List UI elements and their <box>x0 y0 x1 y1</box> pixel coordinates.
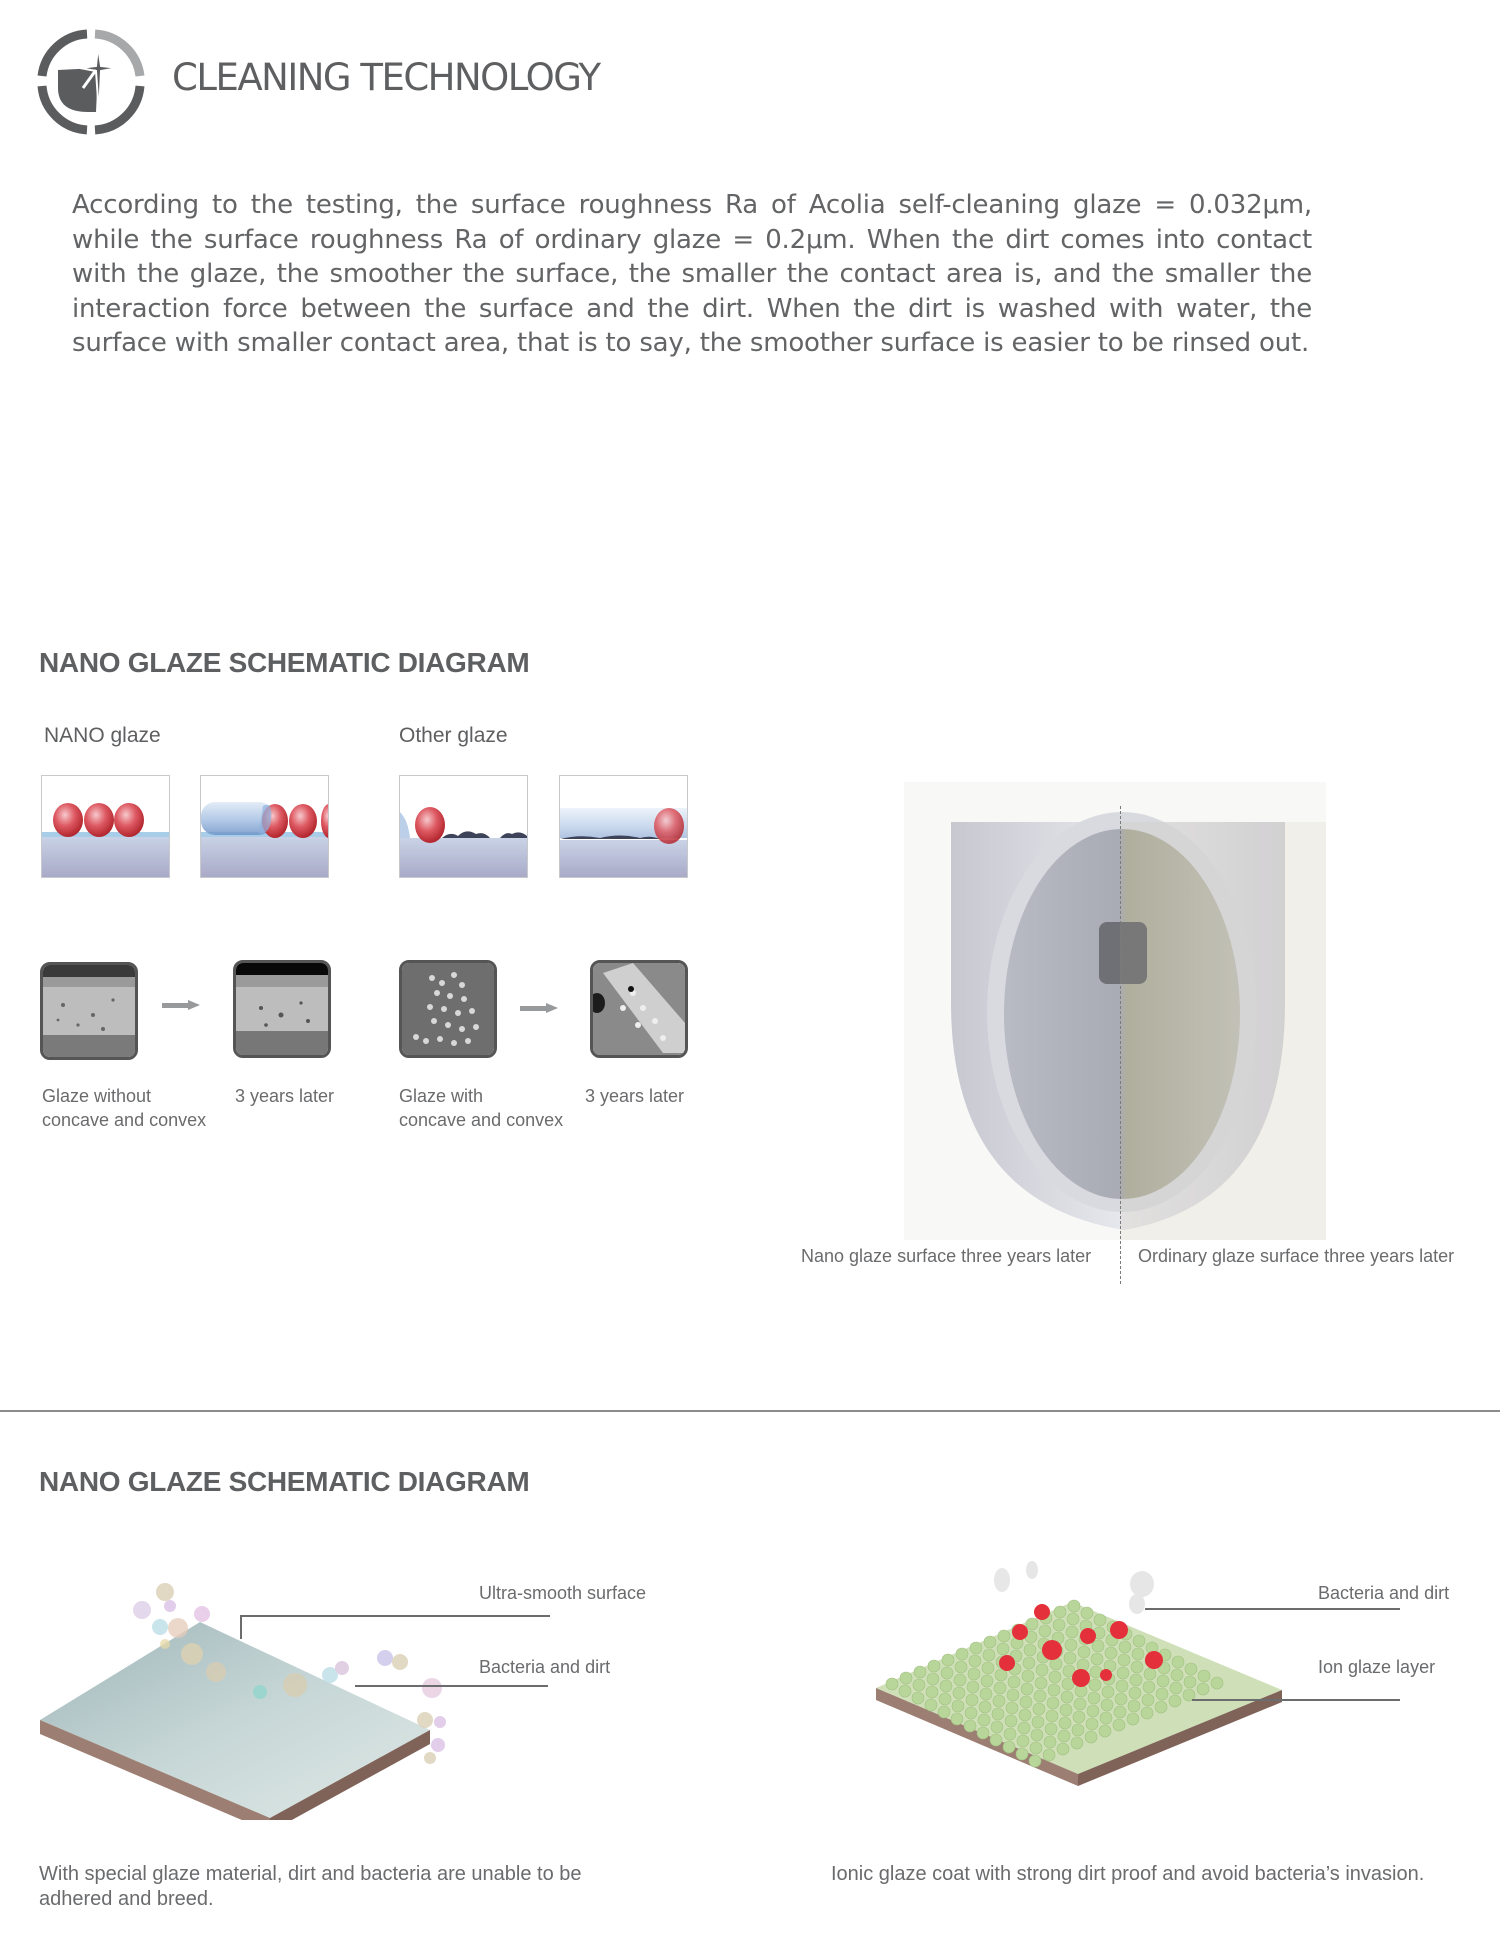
ion-particle <box>980 1688 992 1700</box>
ion-particle <box>969 1655 981 1667</box>
ion-particle <box>965 1707 977 1719</box>
other-glaze-rinse-image <box>559 775 688 878</box>
caption-glaze-with <box>399 1084 563 1132</box>
ion-particle <box>1184 1676 1196 1688</box>
ion-particle <box>1006 1702 1018 1714</box>
caption-line: Glaze with <box>399 1086 484 1106</box>
ion-particle <box>1094 1614 1106 1626</box>
ion-particle <box>1023 1657 1035 1669</box>
smooth-surface-caption: With special glaze material, dirt and bacteria are unable to be adhered and breed. <box>39 1863 582 1910</box>
ion-particle <box>942 1654 954 1666</box>
ion-particle <box>1077 1659 1089 1671</box>
ion-particle <box>900 1672 912 1684</box>
ion-particle <box>1130 1674 1142 1686</box>
ion-particle <box>914 1666 926 1678</box>
caption-3-years-later: 3 years later <box>235 1086 335 1106</box>
ion-particle <box>1141 1707 1153 1719</box>
ion-particle <box>1054 1606 1066 1618</box>
arrow-right-icon <box>162 1000 200 1010</box>
ion-particle <box>982 1662 994 1674</box>
ion-particle <box>1144 1668 1156 1680</box>
ion-particle <box>1081 1607 1093 1619</box>
ion-particle <box>984 1636 996 1648</box>
ion-particle <box>1099 1725 1111 1737</box>
ion-particle <box>1026 1618 1038 1630</box>
comparison-divider-line <box>1120 806 1121 1284</box>
ion-particle <box>1017 1735 1029 1747</box>
ion-particle <box>955 1661 967 1673</box>
ion-particle <box>1170 1682 1182 1694</box>
ion-glaze-layer-label: Ion glaze layer <box>1318 1657 1436 1677</box>
caption-glaze-without <box>42 1084 206 1132</box>
ion-particle <box>1116 1680 1128 1692</box>
glaze-without-concave-micro-image <box>40 962 138 1060</box>
ion-particle <box>1132 1648 1144 1660</box>
ion-particle <box>1065 1639 1077 1651</box>
ion-particle <box>1059 1717 1071 1729</box>
ion-particle <box>978 1714 990 1726</box>
ultra-smooth-label-line <box>240 1615 550 1617</box>
ion-particle <box>964 1720 976 1732</box>
ion-particle <box>940 1680 952 1692</box>
ultra-smooth-surface-label: Ultra-smooth surface <box>479 1583 647 1603</box>
ion-particle <box>966 1694 978 1706</box>
ion-particle <box>1022 1670 1034 1682</box>
ion-particle <box>1127 1713 1139 1725</box>
caption-line: concave and convex <box>42 1110 207 1130</box>
ion-particle <box>1016 1748 1028 1760</box>
ion-particle <box>1034 1690 1046 1702</box>
ion-particle <box>997 1643 1009 1655</box>
ion-particle <box>1049 1671 1061 1683</box>
ion-particle <box>1100 1712 1112 1724</box>
ion-particle <box>1157 1675 1169 1687</box>
ion-particle <box>977 1727 989 1739</box>
ion-particle <box>1119 1641 1131 1653</box>
ion-particle <box>1071 1737 1083 1749</box>
glaze-without-concave-3yrs-micro-image <box>233 960 331 1058</box>
ion-particle <box>1113 1719 1125 1731</box>
ion-particle <box>1003 1741 1015 1753</box>
ion-particle <box>1105 1647 1117 1659</box>
ion-particle <box>1091 1653 1103 1665</box>
ion-particle <box>1008 1676 1020 1688</box>
ion-particle <box>1117 1667 1129 1679</box>
caption-line: Glaze without <box>42 1086 152 1106</box>
ion-particle <box>1085 1731 1097 1743</box>
ion-particle <box>1053 1619 1065 1631</box>
ion-particle <box>1024 1644 1036 1656</box>
toilet-bowl-comparison-image <box>904 782 1326 1240</box>
ion-particle <box>1043 1749 1055 1761</box>
intro-paragraph: According to the testing, the surface roughness Ra of Acolia self-cleaning glaze = 0.032μm, while the surface roughness Ra of ordinary glaze = 0.2μm. When the dirt comes into contact with the glaze, the smoother the surface, the smaller the contact area is, and the smaller the interaction force between the surface and the dirt. When the dirt is washed with water, the surface with smaller contact area, that is to say, the smoother surface is easier to be rinsed out. <box>72 190 1312 358</box>
ion-particle <box>913 1679 925 1691</box>
ion-glaze-caption: Ionic glaze coat with strong dirt proof and avoid bacteria’s invasion. <box>831 1863 1425 1885</box>
ion-particle <box>886 1678 898 1690</box>
ion-particle <box>912 1692 924 1704</box>
ion-particle <box>967 1681 979 1693</box>
ion-particle <box>1061 1691 1073 1703</box>
ion-particle <box>979 1701 991 1713</box>
ion-glaze-layer-illustration <box>872 1560 1292 1790</box>
ion-particle <box>953 1687 965 1699</box>
section1-heading: NANO GLAZE SCHEMATIC DIAGRAM <box>39 647 530 678</box>
ion-particle <box>954 1674 966 1686</box>
glaze-with-concave-micro-image <box>399 960 497 1058</box>
ion-particle <box>1064 1652 1076 1664</box>
ion-particle <box>1074 1698 1086 1710</box>
ion-particle <box>1018 1722 1030 1734</box>
ion-particle <box>1143 1681 1155 1693</box>
ion-particle <box>992 1708 1004 1720</box>
ion-particle <box>1086 1718 1098 1730</box>
ion-particle <box>1142 1694 1154 1706</box>
other-glaze-label: Other glaze <box>399 724 508 747</box>
ion-particle <box>1088 1692 1100 1704</box>
ion-particle <box>970 1642 982 1654</box>
ion-particle <box>968 1668 980 1680</box>
ion-particle <box>1129 1687 1141 1699</box>
ion-particle <box>1211 1677 1223 1689</box>
ion-glaze-label-line <box>1192 1699 1400 1701</box>
ion-particle <box>1133 1635 1145 1647</box>
ion-particle <box>1004 1728 1016 1740</box>
ion-particle <box>981 1675 993 1687</box>
ion-particle <box>998 1630 1010 1642</box>
nano-glaze-rinse-image <box>200 775 329 878</box>
page-title: CLEANING TECHNOLOGY <box>172 56 600 99</box>
ion-particle <box>939 1693 951 1705</box>
ion-particle <box>1030 1742 1042 1754</box>
ion-particle <box>1035 1677 1047 1689</box>
ion-particle <box>1198 1670 1210 1682</box>
ion-particle <box>1032 1716 1044 1728</box>
ion-particle <box>1058 1730 1070 1742</box>
ion-particle <box>1044 1736 1056 1748</box>
ion-particle <box>925 1699 937 1711</box>
ion-particle <box>995 1669 1007 1681</box>
ion-particle <box>1066 1626 1078 1638</box>
ion-particle <box>1005 1715 1017 1727</box>
ion-particle <box>993 1695 1005 1707</box>
ion-particle <box>952 1700 964 1712</box>
ion-particle <box>1060 1704 1072 1716</box>
ion-particle <box>938 1706 950 1718</box>
bacteria-label-line-left <box>355 1685 548 1687</box>
ion-particle <box>1068 1600 1080 1612</box>
ion-particle <box>1101 1699 1113 1711</box>
ion-particle <box>1171 1669 1183 1681</box>
ultra-smooth-label-line-tick <box>240 1615 242 1639</box>
ion-particle <box>941 1667 953 1679</box>
ion-particle <box>1007 1689 1019 1701</box>
ion-particle <box>928 1660 940 1672</box>
ion-particle <box>1078 1646 1090 1658</box>
ion-particle <box>927 1673 939 1685</box>
ion-particle <box>1067 1613 1079 1625</box>
ion-particle <box>1019 1709 1031 1721</box>
ion-particle <box>1102 1686 1114 1698</box>
ion-particle <box>1092 1640 1104 1652</box>
ion-particle <box>956 1648 968 1660</box>
ion-particle <box>1020 1696 1032 1708</box>
bacteria-dirt-label-left: Bacteria and dirt <box>479 1657 611 1677</box>
ion-particle <box>1036 1664 1048 1676</box>
ion-particle <box>1073 1711 1085 1723</box>
ion-particle <box>991 1721 1003 1733</box>
bacteria-label-line-right <box>1145 1608 1400 1610</box>
ion-particle <box>1131 1661 1143 1673</box>
glaze-with-concave-3yrs-micro-image <box>590 960 688 1058</box>
ion-particle <box>1045 1723 1057 1735</box>
ion-particle <box>1185 1663 1197 1675</box>
ion-particle <box>1089 1679 1101 1691</box>
ion-particle <box>899 1685 911 1697</box>
nano-glaze-droplets-image <box>41 775 170 878</box>
ion-particle <box>1046 1710 1058 1722</box>
ion-particle <box>1029 1755 1041 1767</box>
ion-particle <box>990 1734 1002 1746</box>
other-glaze-droplets-image <box>399 775 528 878</box>
ion-particle <box>1047 1697 1059 1709</box>
ion-particle <box>1072 1724 1084 1736</box>
ion-particle <box>1172 1656 1184 1668</box>
ion-particle <box>1128 1700 1140 1712</box>
ion-particle <box>1118 1654 1130 1666</box>
ion-particle <box>1114 1706 1126 1718</box>
bacteria-dirt-label-right: Bacteria and dirt <box>1318 1583 1450 1603</box>
ion-particle <box>1115 1693 1127 1705</box>
caption-line: concave and convex <box>399 1110 564 1130</box>
ion-particle <box>1048 1684 1060 1696</box>
ion-particle <box>1057 1743 1069 1755</box>
ion-particle <box>1039 1625 1051 1637</box>
section-divider <box>0 1410 1500 1412</box>
ion-particle <box>1087 1705 1099 1717</box>
ordinary-glaze-toilet-caption: Ordinary glaze surface three years later <box>1138 1246 1455 1266</box>
ion-particle <box>1031 1729 1043 1741</box>
caption-3-years-later: 3 years later <box>585 1086 685 1106</box>
ion-particle <box>1033 1703 1045 1715</box>
ion-particle <box>1021 1683 1033 1695</box>
sparkle-compass-logo-icon <box>36 28 146 136</box>
ion-particle <box>1155 1701 1167 1713</box>
ion-particle <box>951 1713 963 1725</box>
arrow-right-icon <box>520 1003 558 1013</box>
ion-particle <box>1197 1683 1209 1695</box>
ion-particle <box>1156 1688 1168 1700</box>
ion-particle <box>994 1682 1006 1694</box>
nano-glaze-toilet-caption: Nano glaze surface three years later <box>801 1246 1092 1266</box>
ion-particle <box>983 1649 995 1661</box>
ion-particle <box>1169 1695 1181 1707</box>
ion-particle <box>926 1686 938 1698</box>
section2-heading: NANO GLAZE SCHEMATIC DIAGRAM <box>39 1466 530 1497</box>
nano-glaze-label: NANO glaze <box>44 724 161 747</box>
